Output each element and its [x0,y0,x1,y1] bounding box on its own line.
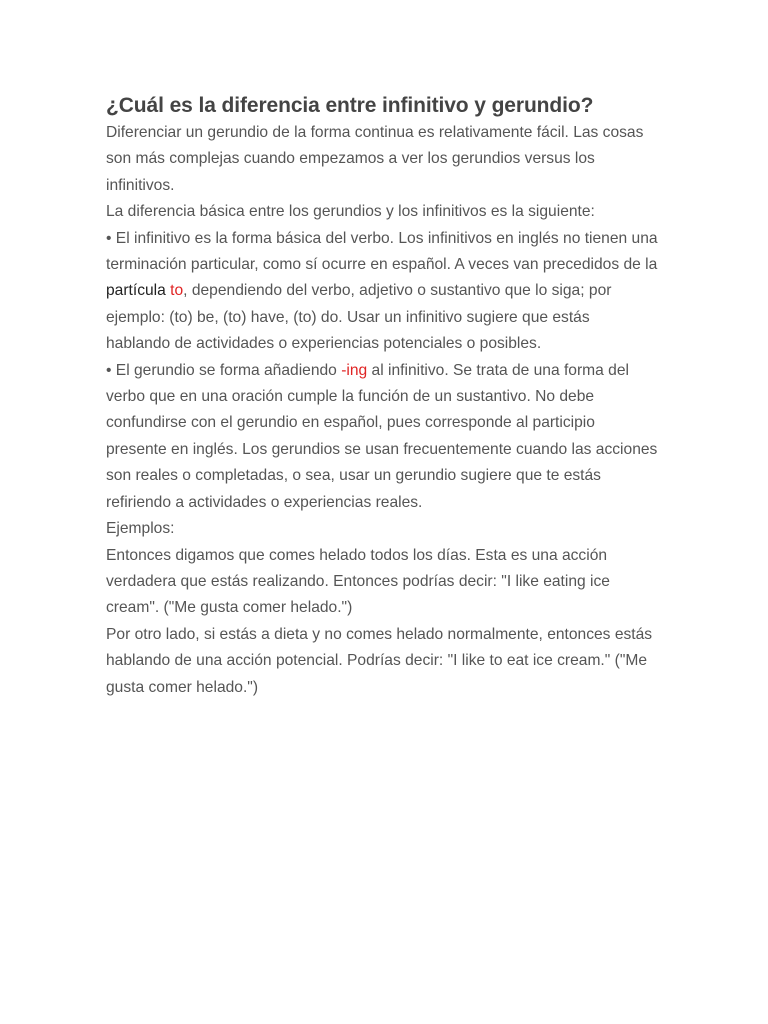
intro-paragraph: Diferenciar un gerundio de la forma continua es relativamente fácil. Las cosas son más complejas cuando empezamos a ver los gerundios versus los infinitivos. [106,124,644,194]
example-1-paragraph: Entonces digamos que comes helado todos los días. Esta es una acción verdadera que estás realizando. Entonces podrías decir: "I like eating ice cream". ("Me gusta comer helado.") [106,546,610,617]
infinitive-bullet-paragraph [106,226,658,358]
examples-heading: Ejemplos: [106,520,175,538]
article-title: ¿Cuál es la diferencia entre infinitivo y gerundio? [106,94,594,117]
particle-to-highlight: to [170,282,184,300]
infinitive-text-after: , dependiendo del verbo, adjetivo o sustantivo que lo siga; por ejemplo: (to) be, (to) have, (to) do. Usar un infinitivo sugiere que estás hablando de actividades o experiencias potenciales o posibles. [106,282,612,353]
gerund-text-after: al infinitivo. Se trata de una forma del verbo que en una oración cumple la función de un sustantivo. No debe confundirse con el gerundio en español, pues corresponde al participio presente en inglés. Los gerundios se usan frecuentemente cuando las acciones son reales o completadas, o sea, usar un gerundio sugiere que te estás refiriendo a actividades o experiencias reales. [106,361,658,511]
gerund-text-before: • El gerundio se forma añadiendo [106,361,342,379]
example-2-paragraph: Por otro lado, si estás a dieta y no comes helado normalmente, entonces estás hablando de una acción potencial. Podrías decir: "I like to eat ice cream." ("Me gusta comer helado.") [106,625,653,696]
infinitive-text-before: • El infinitivo es la forma básica del verbo. Los infinitivos en inglés no tienen una terminación particular, como sí ocurre en español. A veces van precedidos de la [106,229,658,274]
particle-word: partícula [106,282,166,300]
gerund-bullet-paragraph [106,358,658,516]
basic-difference-paragraph: La diferencia básica entre los gerundios y los infinitivos es la siguiente: [106,203,595,221]
ing-suffix-highlight: -ing [341,361,368,379]
article [106,92,658,701]
